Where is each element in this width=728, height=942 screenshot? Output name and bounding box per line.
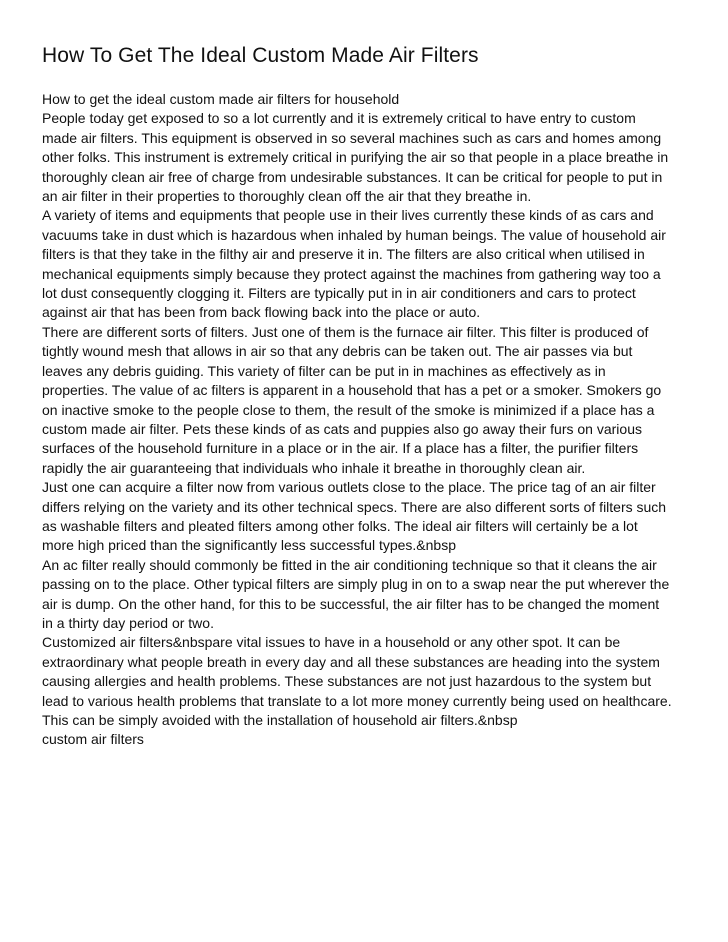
document-title: How To Get The Ideal Custom Made Air Filters [42, 44, 479, 67]
body-line: A variety of items and equipments that people use in their lives currently these kinds of as cars and [42, 207, 654, 224]
body-line: on inactive smoke to the people close to them, the result of the smoke is minimized if a place has a [42, 401, 655, 418]
body-line: This can be simply avoided with the installation of household air filters.&nbsp [42, 712, 518, 728]
body-line: against air that has been from back flowing back into the place or auto. [42, 304, 481, 321]
body-line: mechanical equipments simply because they protect against the machines from gathering way too a [42, 265, 661, 282]
body-line: There are different sorts of filters. Just one of them is the furnace air filter. This filter is produced of [42, 323, 649, 340]
body-line: air is dump. On the other hand, for this to be successful, the air filter has to be changed the moment [42, 595, 660, 612]
body-line: as washable filters and pleated filters among other folks. The ideal air filters will certainly be a lot [42, 517, 638, 534]
body-line: tightly wound mesh that allows in air so that any debris can be taken out. The air passes via but [42, 343, 633, 360]
body-line: An ac filter really should commonly be fitted in the air conditioning technique so that it cleans the air [42, 556, 657, 573]
document-body [42, 90, 690, 750]
body-line: more high priced than the significantly less successful types.&nbsp [42, 537, 456, 554]
body-line: properties. The value of ac filters is apparent in a household that has a pet or a smoker. Smokers go [42, 382, 662, 399]
body-line: Customized air filters&nbspare vital issues to have in a household or any other spot. It can be [42, 634, 621, 651]
body-line: vacuums take in dust which is hazardous when inhaled by human beings. The value of household air [42, 226, 666, 243]
body-line: lead to various health problems that translate to a lot more money currently being used on healthcare. [42, 692, 672, 709]
body-line: causing allergies and health problems. These substances are not just hazardous to the system but [42, 673, 652, 690]
body-line: rapidly the air guaranteeing that individuals who inhale it breathe in thoroughly clean air. [42, 459, 586, 476]
body-line: surfaces of the household furniture in a place or in the air. If a place has a filter, the purifier filters [42, 440, 639, 457]
body-line: differs relying on the variety and its other technical specs. There are also different sorts of filters such [42, 498, 667, 515]
body-line: How to get the ideal custom made air filters for household [42, 91, 400, 107]
body-line: People today get exposed to so a lot currently and it is extremely critical to have entry to custom [42, 110, 636, 127]
body-line: an air filter in their properties to thoroughly clean off the air that they breathe in. [42, 188, 532, 205]
body-line: other folks. This instrument is extremely critical in purifying the air so that people in a place breathe in [42, 149, 669, 166]
body-line: extraordinary what people breath in every day and all these substances are heading into the system [42, 653, 660, 670]
body-line: Just one can acquire a filter now from various outlets close to the place. The price tag of an air filter [42, 479, 656, 496]
body-line: custom air filters [42, 731, 144, 748]
body-line: leaves any debris guiding. This variety of filter can be put in in machines as effectively as in [42, 362, 606, 379]
body-line: filters is that they take in the filthy air and preserve it in. The filters are also critical when utilised in [42, 246, 645, 263]
body-line: made air filters. This equipment is observed in so several machines such as cars and homes among [42, 129, 662, 146]
document-page [42, 42, 690, 750]
body-line: lot dust consequently clogging it. Filters are typically put in in air conditioners and cars to protect [42, 285, 636, 302]
body-line: thoroughly clean air free of charge from undesirable substances. It can be critical for people to put in [42, 168, 663, 185]
body-line: in a thirty day period or two. [42, 614, 214, 631]
body-line: passing on to the place. Other typical filters are simply plug in on to a swap near the put wherever the [42, 576, 670, 593]
body-line: custom made air filter. Pets these kinds of as cats and puppies also go away their furs on various [42, 420, 642, 437]
